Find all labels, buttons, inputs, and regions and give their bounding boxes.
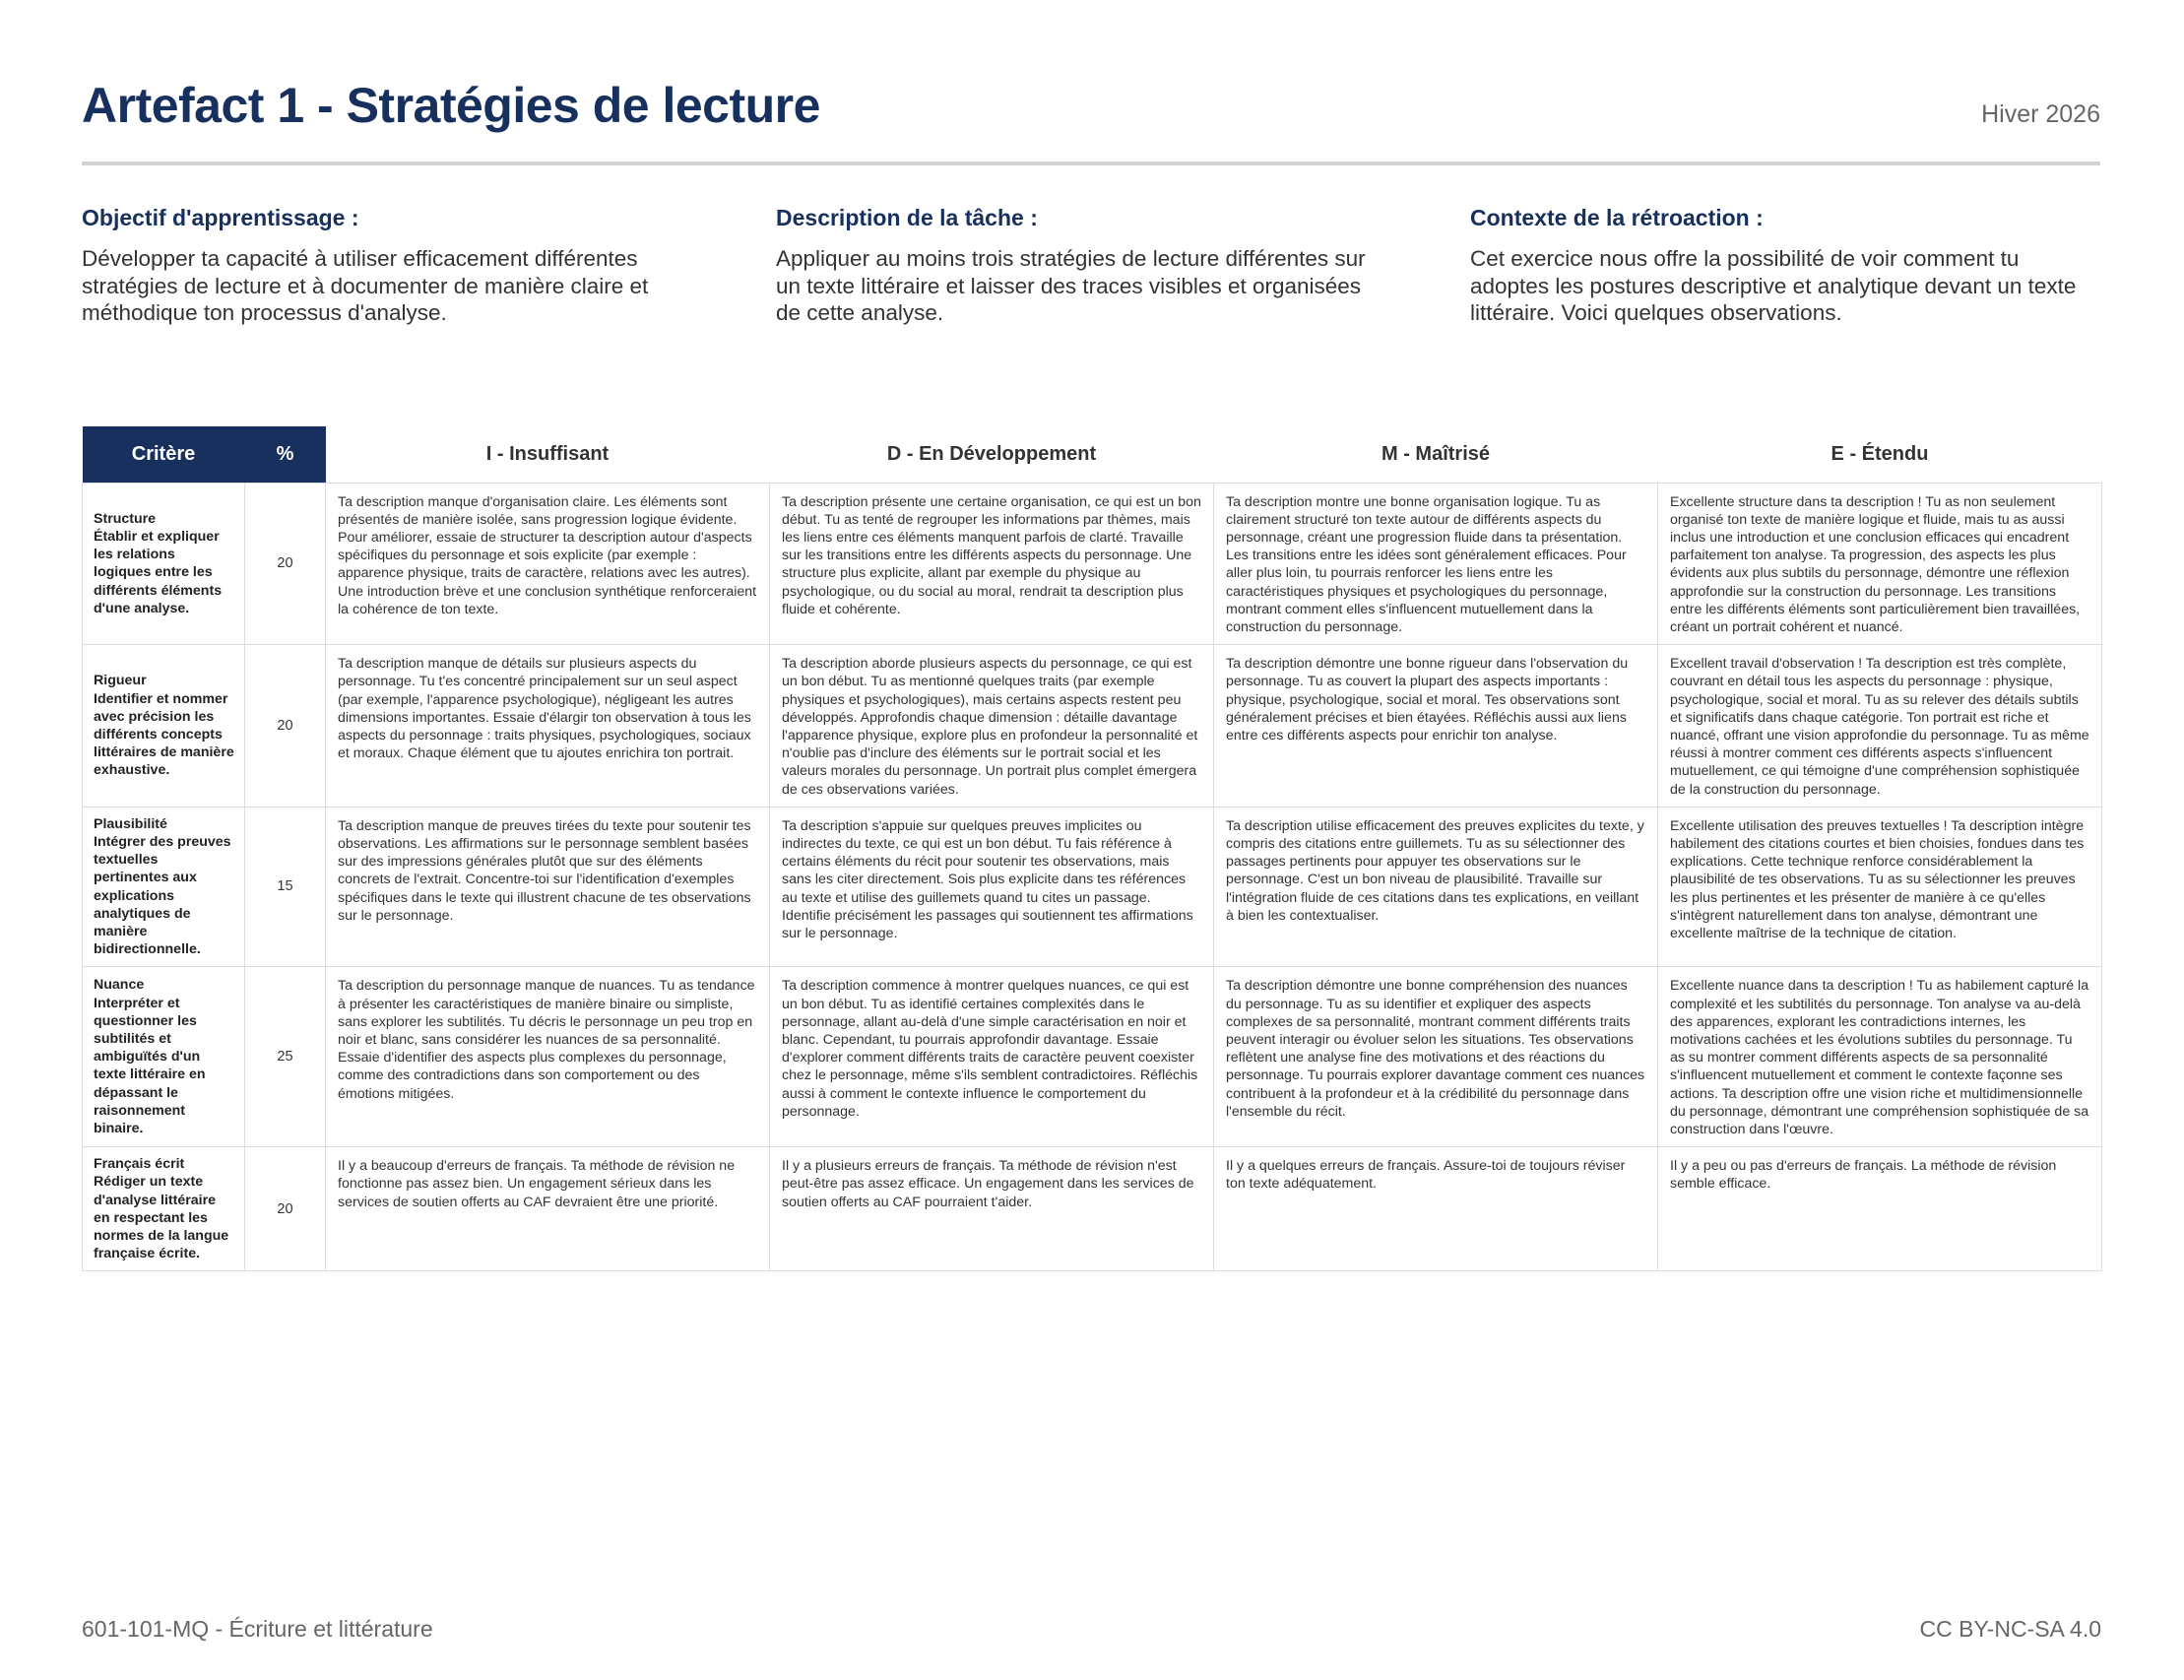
feedback-d: Il y a plusieurs erreurs de français. Ta méthode de révision n'est peut-être pas assez efficace. Un engagement dans les services de soutien offerts au CAF pourraient t'aider.	[770, 1147, 1214, 1271]
criterion-description: Rédiger un texte d'analyse littéraire en respectant les normes de la langue française écrite.	[94, 1174, 229, 1262]
criterion-percent: 25	[245, 967, 326, 1147]
rubric-row-plausibilite	[83, 807, 2102, 967]
rubric-header-row	[83, 426, 2102, 483]
objective-heading: Objectif d'apprentissage :	[82, 205, 359, 230]
header-level-i: I - Insuffisant	[485, 442, 610, 465]
criterion-description: Établir et expliquer les relations logiques entre les différents éléments d'une analyse.	[94, 528, 223, 616]
task-text: Appliquer au moins trois stratégies de lecture différentes sur un texte littéraire et laisser des traces visibles et organisées de cette analyse.	[776, 246, 1366, 325]
criterion-description: Identifier et nommer avec précision les différents concepts littéraires de manière exhaustive.	[94, 690, 234, 779]
license-label: CC BY-NC-SA 4.0	[1919, 1616, 2101, 1642]
context-text: Cet exercice nous offre la possibilité de voir comment tu adoptes les postures descriptive et analytique devant un texte littéraire. Voici quelques observations.	[1470, 246, 2077, 325]
intro-section	[82, 205, 2100, 353]
feedback-m: Ta description utilise efficacement des preuves explicites du texte, y compris des citations entre guillemets. Tu as su sélectionner des passages pertinents pour appuyer tes observations sur le personnage. C'est un bon niveau de plausibilité. Travaille sur l'intégration fluide de ces citations dans tes explications, en veillant à bien les contextualiser.	[1214, 807, 1658, 967]
feedback-e: Excellente structure dans ta description ! Tu as non seulement organisé ton texte de manière logique et fluide, mais tu as aussi inclus une introduction et une conclusion efficaces qui encadrent parfaitement ton analyse. Ta progression, des aspects les plus évidents aux plus subtils du personnage, démontre une réflexion approfondie sur la construction du personnage. Les transitions entre les différents éléments sont particulièrement bien travaillées, créant un portrait cohérent et nuancé.	[1658, 483, 2102, 645]
page-title: Artefact 1 - Stratégies de lecture	[82, 78, 820, 133]
rubric-row-nuance	[83, 967, 2102, 1147]
criterion-cell	[83, 645, 245, 808]
page-header	[82, 77, 2100, 165]
rubric-row-rigueur	[83, 645, 2102, 808]
criterion-percent: 20	[245, 645, 326, 808]
course-code: 601-101-MQ - Écriture et littérature	[82, 1616, 433, 1642]
header-level-d: D - En Développement	[886, 442, 1097, 465]
criterion-name: Français écrit	[94, 1156, 185, 1173]
feedback-i: Ta description manque de détails sur plusieurs aspects du personnage. Tu t'es concentré principalement sur un seul aspect (par exemple, l'apparence psychologique), négligeant les autres dimensions importantes. Essaie d'élargir ton observation à tous les aspects du personnage : traits physiques, psychologiques, sociaux et moraux. Chaque élément que tu ajoutes enrichira ton portrait.	[326, 645, 770, 808]
criterion-name: Rigueur	[94, 673, 147, 689]
criterion-description: Interpréter et questionner les subtilités et ambiguïtés d'un texte littéraire en dépassant le raisonnement binaire.	[94, 995, 206, 1136]
feedback-m: Il y a quelques erreurs de français. Assure-toi de toujours réviser ton texte adéquatement.	[1214, 1147, 1658, 1271]
feedback-d: Ta description aborde plusieurs aspects du personnage, ce qui est un bon début. Tu as mentionné quelques traits (par exemple physiques et psychologiques), mais certains aspects restent peu développés. Approfondis chaque dimension : détaille davantage l'apparence physique, explore plus en profondeur la personnalité et n'oublie pas d'inclure des éléments sur le portrait social et les valeurs morales du personnage. Un portrait plus complet émergera de ces observations variées.	[770, 645, 1214, 808]
criterion-percent: 15	[245, 807, 326, 967]
semester-label: Hiver 2026	[1981, 100, 2100, 128]
feedback-i: Il y a beaucoup d'erreurs de français. Ta méthode de révision ne fonctionne pas assez bien. Un engagement sérieux dans les services de soutien offerts au CAF devraient être une priorité.	[326, 1147, 770, 1271]
criterion-name: Plausibilité	[94, 815, 167, 832]
criterion-cell	[83, 1147, 245, 1271]
feedback-d: Ta description s'appuie sur quelques preuves implicites ou indirectes du texte, ce qui est un bon début. Tu fais référence à certains éléments du récit pour soutenir tes observations, mais sans les citer directement. Sois plus explicite dans tes références au texte et utilise des guillemets quand tu cites un passage. Identifie précisément les passages qui soutiennent tes affirmations sur le personnage.	[770, 807, 1214, 967]
feedback-m: Ta description démontre une bonne compréhension des nuances du personnage. Tu as su identifier et expliquer des aspects complexes de sa personnalité, montrant comment différents traits peuvent interagir ou évoluer selon les situations. Tes observations reflètent une analyse fine des motivations et des réactions du personnage. Tu pourrais explorer davantage comment ces nuances contribuent à la profondeur et à la crédibilité du personnage dans l'ensemble du récit.	[1214, 967, 1658, 1147]
header-level-e: E - Étendu	[1831, 442, 1929, 465]
objective-block	[82, 205, 692, 327]
rubric-row-structure	[83, 483, 2102, 645]
feedback-e: Excellente utilisation des preuves textuelles ! Ta description intègre habilement des citations courtes et bien choisies, fondues dans tes explications. Cette technique renforce considérablement la plausibilité de tes observations. Tu as su sélectionner les preuves les plus pertinentes et les présenter de manière à ce qu'elles s'intègrent naturellement dans ton analyse, démontrant une excellente maîtrise de la technique de citation.	[1658, 807, 2102, 967]
feedback-i: Ta description manque de preuves tirées du texte pour soutenir tes observations. Les affirmations sur le personnage semblent basées sur des impressions générales plutôt que sur des éléments concrets de l'extrait. Concentre-toi sur l'identification d'exemples spécifiques dans le texte qui illustrent chacune de tes observations sur le personnage.	[326, 807, 770, 967]
objective-text: Développer ta capacité à utiliser efficacement différentes stratégies de lecture et à documenter de manière claire et méthodique ton processus d'analyse.	[82, 246, 649, 325]
criterion-name: Structure	[94, 510, 157, 527]
criterion-percent: 20	[245, 1147, 326, 1271]
header-criterion: Critère	[83, 426, 245, 483]
criterion-percent: 20	[245, 483, 326, 645]
feedback-i: Ta description manque d'organisation claire. Les éléments sont présentés de manière isolée, sans progression logique évidente. Pour améliorer, essaie de structurer ta description autour d'aspects spécifiques du personnage et sois explicite (par exemple : apparence physique, traits de caractère, relations avec les autres). Une introduction brève et une conclusion synthétique renforceraient la cohérence de ton texte.	[326, 483, 770, 645]
task-heading: Description de la tâche :	[776, 205, 1038, 230]
criterion-cell	[83, 483, 245, 645]
context-heading: Contexte de la rétroaction :	[1470, 205, 1764, 230]
feedback-e: Excellent travail d'observation ! Ta description est très complète, couvrant en détail tous les aspects du personnage : physique, psychologique, social et moral. Tu as su relever des détails subtils et significatifs dans chaque catégorie. Ton portrait est riche et nuancé, offrant une vision approfondie du personnage. Tu as même réussi à montrer comment ces différents aspects s'influencent mutuellement, ce qui témoigne d'une compréhension sophistiquée de la construction du personnage.	[1658, 645, 2102, 808]
task-block	[776, 205, 1386, 327]
criterion-name: Nuance	[94, 977, 145, 994]
context-block	[1470, 205, 2081, 327]
feedback-m: Ta description démontre une bonne rigueur dans l'observation du personnage. Tu as couvert la plupart des aspects importants : physique, psychologique, social et moral. Tes observations sont généralement précises et bien étayées. Réfléchis aussi aux liens entre ces différents aspects pour enrichir ton analyse.	[1214, 645, 1658, 808]
criterion-cell	[83, 807, 245, 967]
feedback-e: Excellente nuance dans ta description ! Tu as habilement capturé la complexité et les subtilités du personnage. Ton analyse va au-delà des apparences, explorant les contradictions internes, les motivations cachées et les évolutions subtiles du personnage. Tu as su montrer comment différents aspects de sa personnalité s'influencent mutuellement et comment le contexte façonne ses actions. Ta description offre une vision riche et multidimensionnelle du personnage, démontrant une compréhension sophistiquée de sa construction dans l'œuvre.	[1658, 967, 2102, 1147]
feedback-d: Ta description commence à montrer quelques nuances, ce qui est un bon début. Tu as identifié certaines complexités dans le personnage, allant au-delà d'une simple caractérisation en noir et blanc. Cependant, tu pourrais approfondir davantage. Essaie d'explorer comment différents traits de caractère peuvent coexister chez le personnage, même s'ils semblent contradictoires. Réfléchis aussi à comment le contexte influence le comportement du personnage.	[770, 967, 1214, 1147]
header-percent: %	[245, 426, 326, 483]
header-level-m: M - Maîtrisé	[1381, 442, 1491, 465]
criterion-cell	[83, 967, 245, 1147]
criterion-description: Intégrer des preuves textuelles pertinentes aux explications analytiques de manière bidirectionnelle.	[94, 833, 231, 958]
rubric-table	[82, 426, 2102, 1271]
rubric-row-francais	[83, 1147, 2102, 1271]
feedback-d: Ta description présente une certaine organisation, ce qui est un bon début. Tu as tenté de regrouper les informations par thèmes, mais les liens entre ces éléments manquent parfois de clarté. Travaille sur les transitions entre les différents aspects du personnage. Une structure plus explicite, allant par exemple du physique au psychologique, ou du social au moral, rendrait ta description plus fluide et cohérente.	[770, 483, 1214, 645]
feedback-e: Il y a peu ou pas d'erreurs de français. La méthode de révision semble efficace.	[1658, 1147, 2102, 1271]
feedback-i: Ta description du personnage manque de nuances. Tu as tendance à présenter les caractéristiques de manière binaire ou simpliste, sans explorer les subtilités. Tu décris le personnage un peu trop en noir et blanc, sans considérer les nuances de sa personnalité. Essaie d'identifier des aspects plus complexes du personnage, comme des contradictions dans son comportement ou des émotions mitigées.	[326, 967, 770, 1147]
feedback-m: Ta description montre une bonne organisation logique. Tu as clairement structuré ton texte autour de différents aspects du personnage, créant une progression fluide dans ta présentation. Les transitions entre les idées sont généralement efficaces. Pour aller plus loin, tu pourrais renforcer les liens entre les caractéristiques physiques et psychologiques du personnage, montrant comment elles s'influencent mutuellement dans la construction du personnage.	[1214, 483, 1658, 645]
